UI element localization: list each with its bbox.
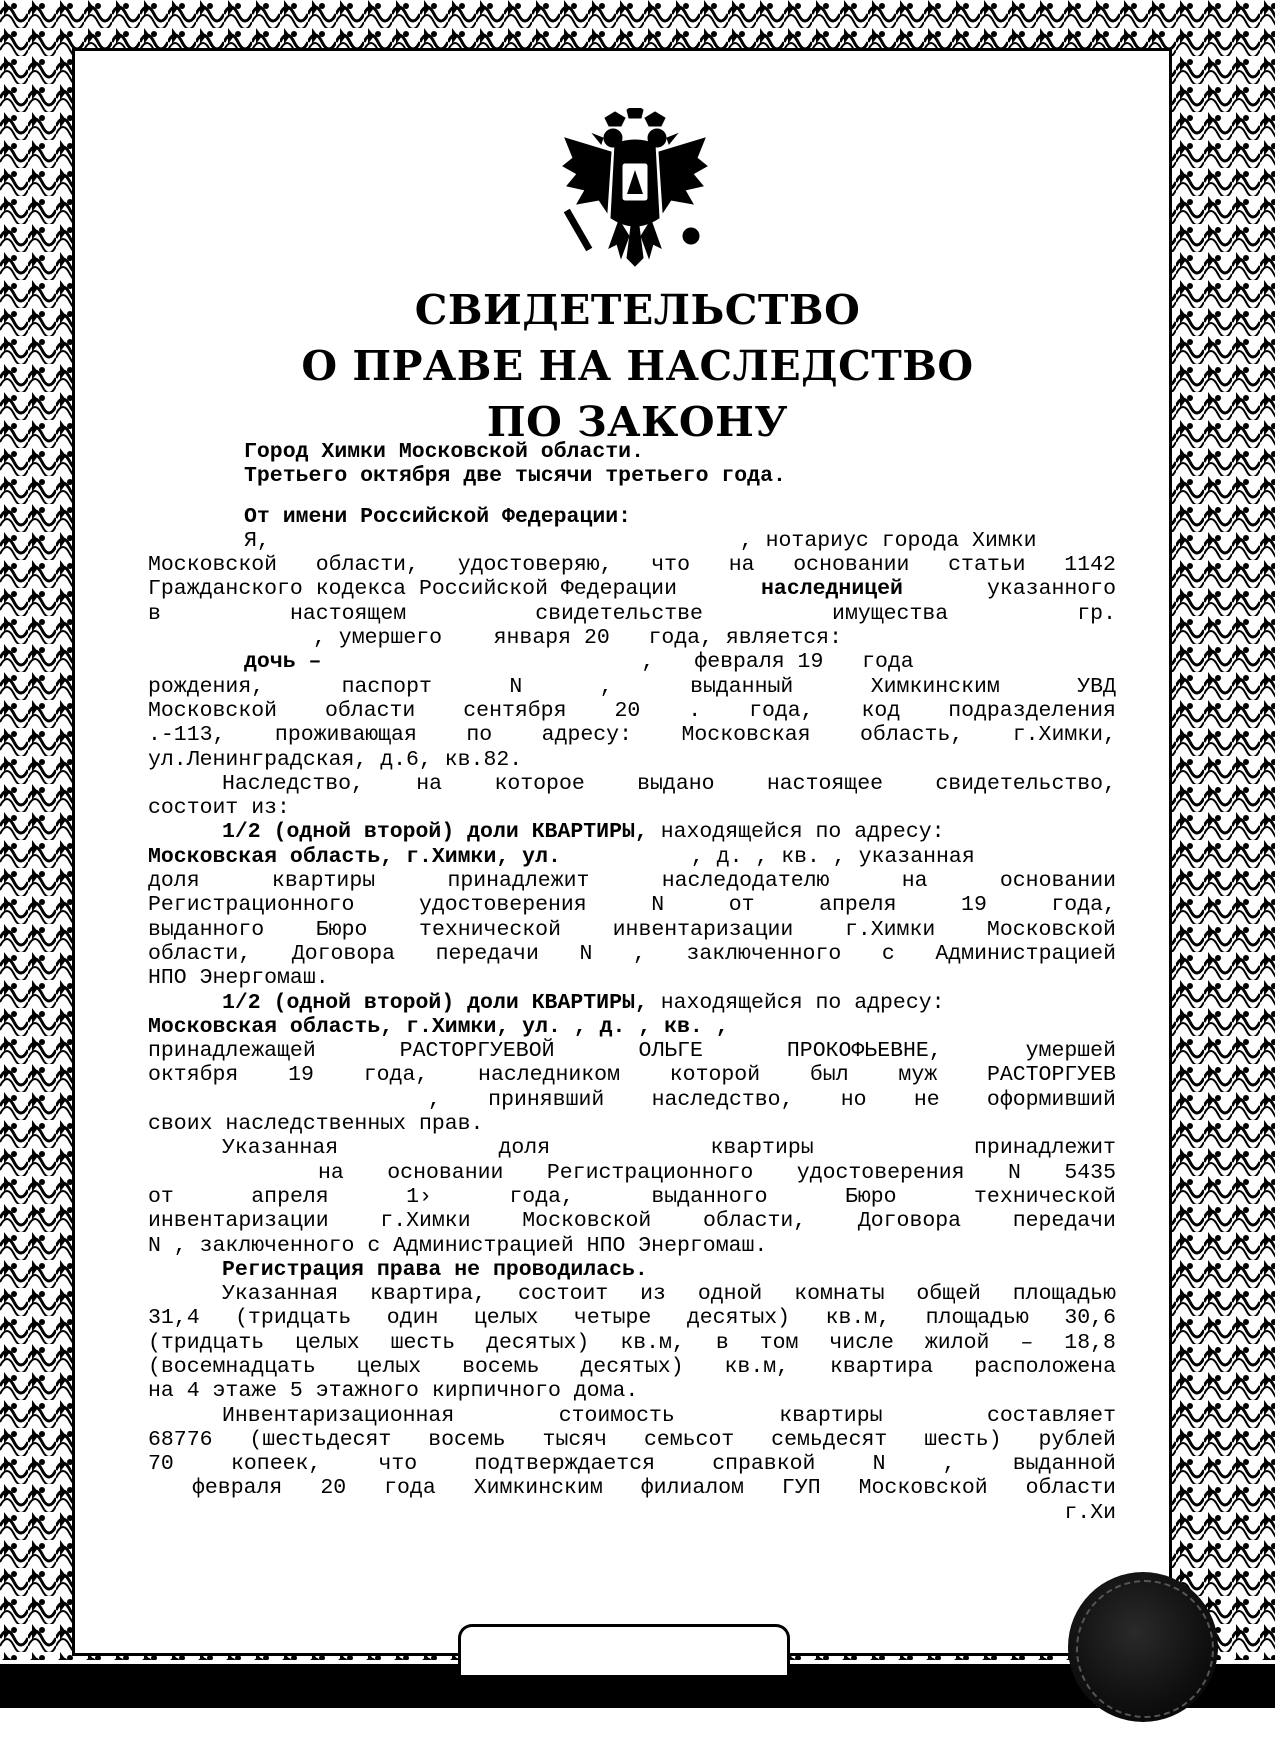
apartment-line-2: 31,4 (тридцать один целых четыре десятых) кв.м, площадью 30,6: [148, 1306, 1116, 1331]
heir-line-1: дочь – , февраля 19 года: [244, 650, 914, 675]
heir-line-4: .-113, проживающая по адресу: Московская область, г.Химки,: [148, 723, 1116, 748]
share2-line-5: , принявший наследство, но не оформивший: [428, 1087, 1116, 1112]
share2-basis-line-3: от апреля 1› года, выданного Бюро технической: [148, 1184, 1116, 1209]
share1-line-7: НПО Энергомаш.: [148, 966, 329, 991]
apartment-line-5: на 4 этаже 5 этажного кирпичного дома.: [148, 1379, 639, 1404]
valuation-line-5: г.Хи: [1064, 1500, 1116, 1525]
double-headed-eagle-emblem: [555, 108, 715, 268]
date-line: Третьего октября две тысячи третьего года.: [244, 464, 786, 489]
inheritance-line-2: состоит из:: [148, 796, 290, 821]
heir-line-5: ул.Ленинградская, д.6, кв.82.: [148, 747, 523, 772]
title-line-2: О ПРАВЕ НА НАСЛЕДСТВО: [301, 342, 974, 390]
notary-seal-ring: [1076, 1580, 1214, 1718]
share2-line-2: Московская область, г.Химки, ул. , д. , кв. ,: [148, 1014, 729, 1039]
p1-line-3: Гражданского кодекса Российской Федерации наследницей указанного: [148, 577, 1116, 602]
share1-line-2: Московская область, г.Химки, ул. , д. , кв. , указанная: [148, 844, 975, 869]
apartment-line-4: (восемнадцать целых восемь десятых) кв.м, квартира расположена: [148, 1354, 1116, 1379]
valuation-line-3: 70 копеек, что подтверждается справкой N , выданной: [148, 1452, 1116, 1477]
share2-line-4: октября 19 года, наследником которой был муж РАСТОРГУЕВ: [148, 1063, 1116, 1088]
notary-line: Я, , нотариус города Химки: [244, 528, 1037, 553]
apartment-line-3: (тридцать целых шесть десятых) кв.м, в том числе жилой – 18,8: [148, 1330, 1116, 1355]
share2-basis-line-2: на основании Регистрационного удостоверения N 5435: [318, 1160, 1116, 1185]
valuation-line-2: 68776 (шестьдесят восемь тысяч семьсот семьдесят шесть) рублей: [148, 1427, 1116, 1452]
share2-basis-line-1: Указанная доля квартиры принадлежит: [222, 1136, 1116, 1161]
share2-basis-line-5: N , заключенного с Администрацией НПО Энергомаш.: [148, 1233, 768, 1258]
heir-line-3: Московской области сентября 20 . года, код подразделения: [148, 698, 1116, 723]
on-behalf-line: От имени Российской Федерации:: [244, 504, 632, 529]
certificate-body: [148, 440, 1116, 1525]
share2-line-1: 1/2 (одной второй) доли КВАРТИРЫ, находящейся по адресу:: [222, 990, 945, 1015]
share1-line-1: 1/2 (одной второй) доли КВАРТИРЫ, находящейся по адресу:: [222, 820, 945, 845]
document-title: [180, 282, 1095, 450]
registration-line: Регистрация права не проводилась.: [222, 1257, 648, 1282]
title-line-1: СВИДЕТЕЛЬСТВО: [414, 286, 861, 334]
share2-line-6: своих наследственных прав.: [148, 1112, 484, 1137]
p1-line-2: Московской области, удостоверяю, что на основании статьи 1142: [148, 553, 1116, 578]
heir-line-2: рождения, паспорт N , выданный Химкинским УВД: [148, 674, 1116, 699]
share2-basis-line-4: инвентаризации г.Химки Московской области, Договора передачи: [148, 1209, 1116, 1234]
share1-line-5: выданного Бюро технической инвентаризации г.Химки Московской: [148, 917, 1116, 942]
apartment-line-1: Указанная квартира, состоит из одной комнаты общей площадью: [222, 1282, 1116, 1307]
share1-line-3: доля квартиры принадлежит наследодателю на основании: [148, 869, 1116, 894]
inheritance-line-1: Наследство, на которое выдано настоящее свидетельство,: [222, 771, 1116, 796]
p1-line-4: в настоящем свидетельстве имущества гр.: [148, 601, 1116, 626]
place-line: Город Химки Московской области.: [244, 440, 644, 464]
share1-line-4: Регистрационного удостоверения N от апреля 19 года,: [148, 893, 1116, 918]
title-line-3: ПО ЗАКОНУ: [486, 398, 789, 446]
bottom-frame-tab: [458, 1624, 790, 1675]
valuation-line-1: Инвентаризационная стоимость квартиры составляет: [222, 1403, 1116, 1428]
share2-line-3: принадлежащей РАСТОРГУЕВОЙ ОЛЬГЕ ПРОКОФЬЕВНЕ, умершей: [148, 1039, 1116, 1064]
p1-line-5: , умершего января 20 года, является:: [313, 626, 842, 651]
share1-line-6: области, Договора передачи N , заключенного с Администрацией: [148, 941, 1116, 966]
valuation-line-4: февраля 20 года Химкинским филиалом ГУП Московской области: [192, 1476, 1116, 1501]
